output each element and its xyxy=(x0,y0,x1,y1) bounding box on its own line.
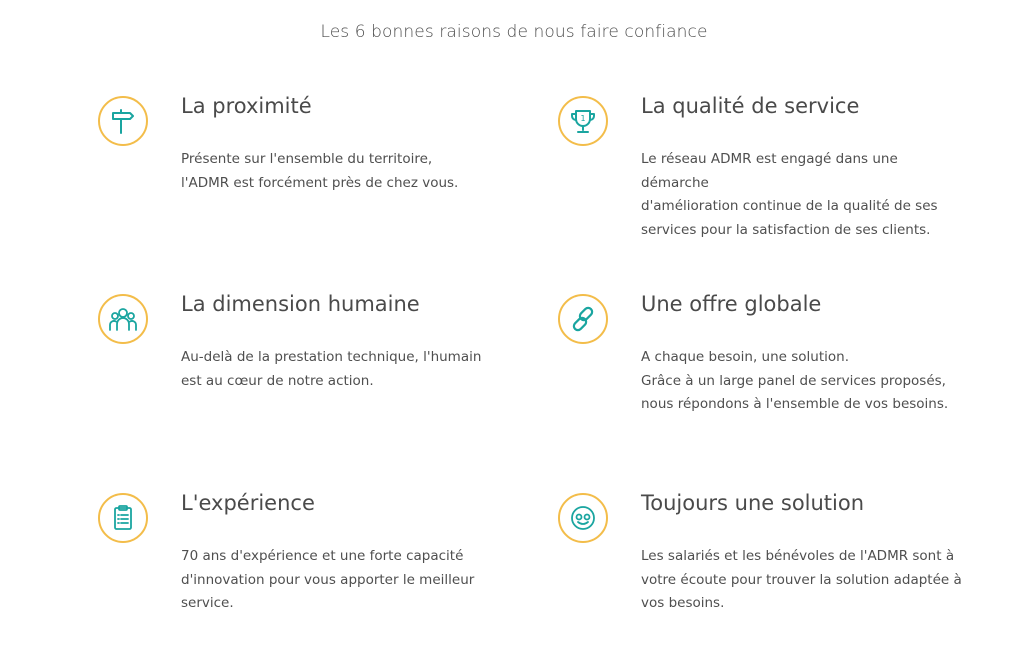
reason-title: Une offre globale xyxy=(641,292,822,316)
icon-ring xyxy=(98,96,148,146)
reason-line: services pour la satisfaction de ses clients. xyxy=(641,221,931,238)
reason-line: Au-delà de la prestation technique, l'humain xyxy=(181,349,482,365)
reason-line: Les salariés et les bénévoles de l'ADMR sont à xyxy=(641,548,955,564)
icon-ring xyxy=(558,493,608,543)
svg-text:1: 1 xyxy=(580,114,586,123)
reason-line: Grâce à un large panel de services proposés, xyxy=(641,372,946,389)
reason-title: Toujours une solution xyxy=(641,491,865,515)
reason-line: Le réseau ADMR est engagé dans une xyxy=(641,151,898,167)
reason-description xyxy=(641,346,971,417)
reason-line: d'amélioration continue de la qualité de ses xyxy=(641,198,938,214)
icon-ring xyxy=(98,493,148,543)
reason-line: 70 ans d'expérience et une forte capacité xyxy=(181,548,464,564)
icon-ring xyxy=(558,294,608,344)
reason-title: La dimension humaine xyxy=(181,292,420,316)
reason-line: votre écoute pour trouver la solution adaptée à xyxy=(641,571,962,588)
reason-description xyxy=(641,148,971,242)
smile-icon xyxy=(568,503,598,533)
reason-line: démarche xyxy=(641,174,709,191)
reason-line: nous répondons à l'ensemble de vos besoins. xyxy=(641,396,949,412)
reason-line: A chaque besoin, une solution. xyxy=(641,349,850,365)
reason-title: L'expérience xyxy=(181,491,315,515)
reason-line: d'innovation pour vous apporter le meilleur xyxy=(181,571,475,588)
reason-title: La proximité xyxy=(181,94,312,118)
signpost-icon xyxy=(108,106,138,136)
icon-ring xyxy=(98,294,148,344)
reason-description xyxy=(181,148,511,195)
reason-line: l'ADMR est forcément près de chez vous. xyxy=(181,174,459,191)
icon-ring xyxy=(558,96,608,146)
reason-description xyxy=(181,545,511,616)
page-title: Les 6 bonnes raisons de nous faire confiance xyxy=(320,22,708,42)
reason-line: service. xyxy=(181,595,234,611)
reason-description xyxy=(181,346,511,393)
reason-line: Présente sur l'ensemble du territoire, xyxy=(181,151,433,167)
reason-description xyxy=(641,545,971,616)
trophy-icon xyxy=(568,106,598,136)
people-group-icon xyxy=(108,304,138,334)
link-icon xyxy=(568,304,598,334)
reason-line: est au cœur de notre action. xyxy=(181,372,374,389)
reason-title: La qualité de service xyxy=(641,94,860,118)
clipboard-icon xyxy=(108,503,138,533)
reason-line: vos besoins. xyxy=(641,595,725,611)
